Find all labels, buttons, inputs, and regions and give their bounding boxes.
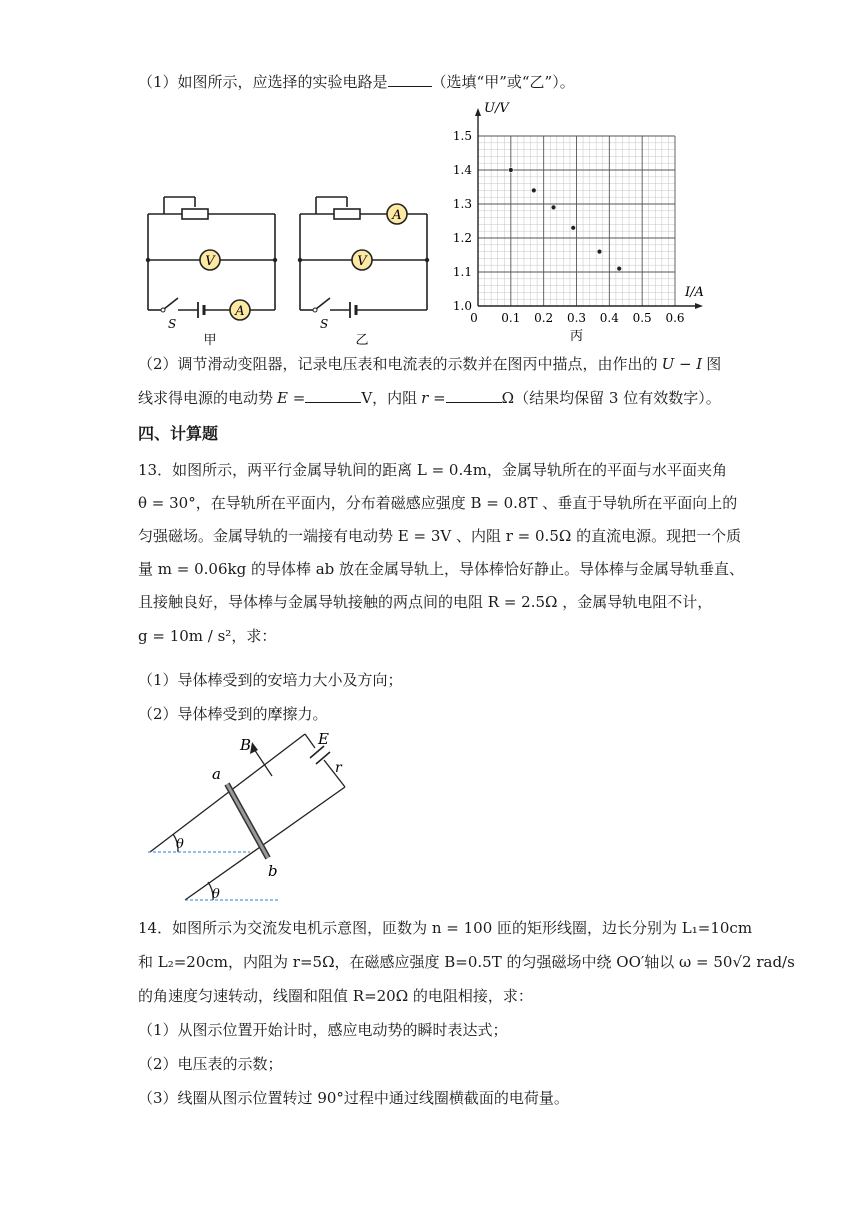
q14-part3: （3）线圈从图示位置转过 90°过程中通过线圈横截面的电荷量。	[138, 1089, 569, 1107]
section-heading: 四、计算题	[138, 424, 219, 443]
x-tick-label: 0.5	[632, 311, 652, 325]
q12-part1	[138, 72, 575, 92]
field-b-label: B	[240, 736, 252, 754]
data-point	[508, 168, 513, 173]
y-axis-label: U/V	[484, 101, 509, 116]
data-point	[551, 205, 556, 210]
q13-line6: g = 10m / s²，求：	[138, 627, 277, 645]
resistance-symbol: r =	[421, 389, 446, 407]
circuit-jia-label: 甲	[203, 333, 217, 348]
circuit-yi-label: 乙	[355, 333, 369, 348]
x-axis-arrow	[695, 303, 703, 309]
emf-symbol: E =	[277, 389, 306, 407]
q12-part2-emf-text: 线求得电源的电动势	[138, 389, 274, 407]
inclined-rails-figure	[140, 724, 380, 904]
q14-line2: 和 L₂=20cm，内阻为 r=5Ω，在磁感应强度 B=0.5T 的匀强磁场中绕 OO′轴以 ω = 50√2 rad/s	[138, 953, 795, 971]
x-tick-label: 0.3	[566, 311, 587, 325]
q12-part2-line1	[138, 354, 721, 374]
ui-symbol: U − I	[661, 355, 703, 373]
q14-part2: （2）电压表的示数；	[138, 1055, 283, 1073]
x-tick-label: 0.4	[599, 311, 619, 325]
q12-part1-text: （1）如图所示，应选择的实验电路是	[138, 73, 388, 91]
point-b-label: b	[268, 862, 278, 880]
q12-part2-resistance-text: V，内阻	[361, 389, 418, 407]
y-tick-label: 1.4	[452, 163, 472, 177]
internal-r-label: r	[335, 760, 342, 776]
y-tick-label: 1.2	[452, 231, 472, 245]
q13-line2: θ = 30°，在导轨所在平面内，分布着磁感应强度 B = 0.8T 、垂直于导轨所在平面向上的	[138, 494, 738, 512]
q12-part2-line2	[138, 388, 721, 408]
q13-line5: 且接触良好，导体棒与金属导轨接触的两点间的电阻 R = 2.5Ω ，金属导轨电阻不计，	[138, 593, 713, 611]
q12-part2-text-end: 图	[706, 355, 722, 373]
x-tick-label: 0.1	[501, 311, 521, 325]
q12-part1-hint: （选填“甲”或“乙”）。	[431, 73, 575, 91]
data-point	[531, 188, 536, 193]
ammeter-a-label: A	[392, 208, 402, 223]
voltmeter-v-label: V	[205, 254, 215, 269]
answer-blank-resistance[interactable]	[446, 388, 502, 403]
q12-part2-text: （2）调节滑动变阻器，记录电压表和电流表的示数并在图丙中描点，由作出的	[138, 355, 658, 373]
y-tick-label: 1.1	[452, 265, 472, 279]
point-a-label: a	[212, 765, 221, 783]
theta-label: θ	[176, 837, 184, 852]
switch-s-label: S	[320, 317, 329, 331]
answer-blank-circuit[interactable]	[388, 72, 432, 87]
switch-s-label: S	[168, 317, 177, 331]
x-axis-label: I/A	[685, 285, 704, 300]
graph-bing-label: 丙	[569, 329, 584, 344]
y-axis-arrow	[475, 108, 481, 116]
circuit-jia	[140, 190, 290, 350]
y-tick-label: 1.3	[452, 197, 472, 211]
voltmeter-v-label: V	[357, 254, 367, 269]
q13-line1: 13．如图所示，两平行金属导轨间的距离 L = 0.4m，金属导轨所在的平面与水平面夹角	[138, 461, 728, 479]
q14-part1: （1）从图示位置开始计时，感应电动势的瞬时表达式；	[138, 1021, 508, 1039]
q13-line3: 匀强磁场。金属导轨的一端接有电动势 E = 3V 、内阻 r = 0.5Ω 的直流电源。现把一个质	[138, 527, 742, 545]
y-tick-label: 1.5	[452, 129, 472, 143]
q13-part1: （1）导体棒受到的安培力大小及方向；	[138, 671, 403, 689]
q14-line3: 的角速度匀速转动，线圈和阻值 R=20Ω 的电阻相接，求：	[138, 987, 533, 1005]
circuit-yi	[292, 190, 442, 350]
ui-graph	[440, 96, 720, 346]
data-point	[597, 249, 602, 254]
emf-e-label: E	[318, 730, 329, 748]
y-tick-label: 1.0	[452, 299, 472, 313]
data-point	[617, 266, 622, 271]
q13-line4: 量 m = 0.06kg 的导体棒 ab 放在金属导轨上，导体棒恰好静止。导体棒与金属导轨垂直、	[138, 560, 745, 578]
q12-part2-note: Ω（结果均保留 3 位有效数字）。	[501, 389, 721, 407]
q14-line1: 14．如图所示为交流发电机示意图，匝数为 n = 100 匝的矩形线圈，边长分别为 L₁=10cm	[138, 919, 753, 937]
theta-label: θ	[212, 887, 220, 902]
q13-part2: （2）导体棒受到的摩擦力。	[138, 705, 328, 723]
data-point	[571, 225, 576, 230]
ammeter-a-label: A	[235, 304, 245, 319]
x-tick-label: 0	[470, 311, 478, 325]
x-tick-label: 0.2	[534, 311, 554, 325]
answer-blank-emf[interactable]	[305, 388, 361, 403]
x-tick-label: 0.6	[665, 311, 685, 325]
